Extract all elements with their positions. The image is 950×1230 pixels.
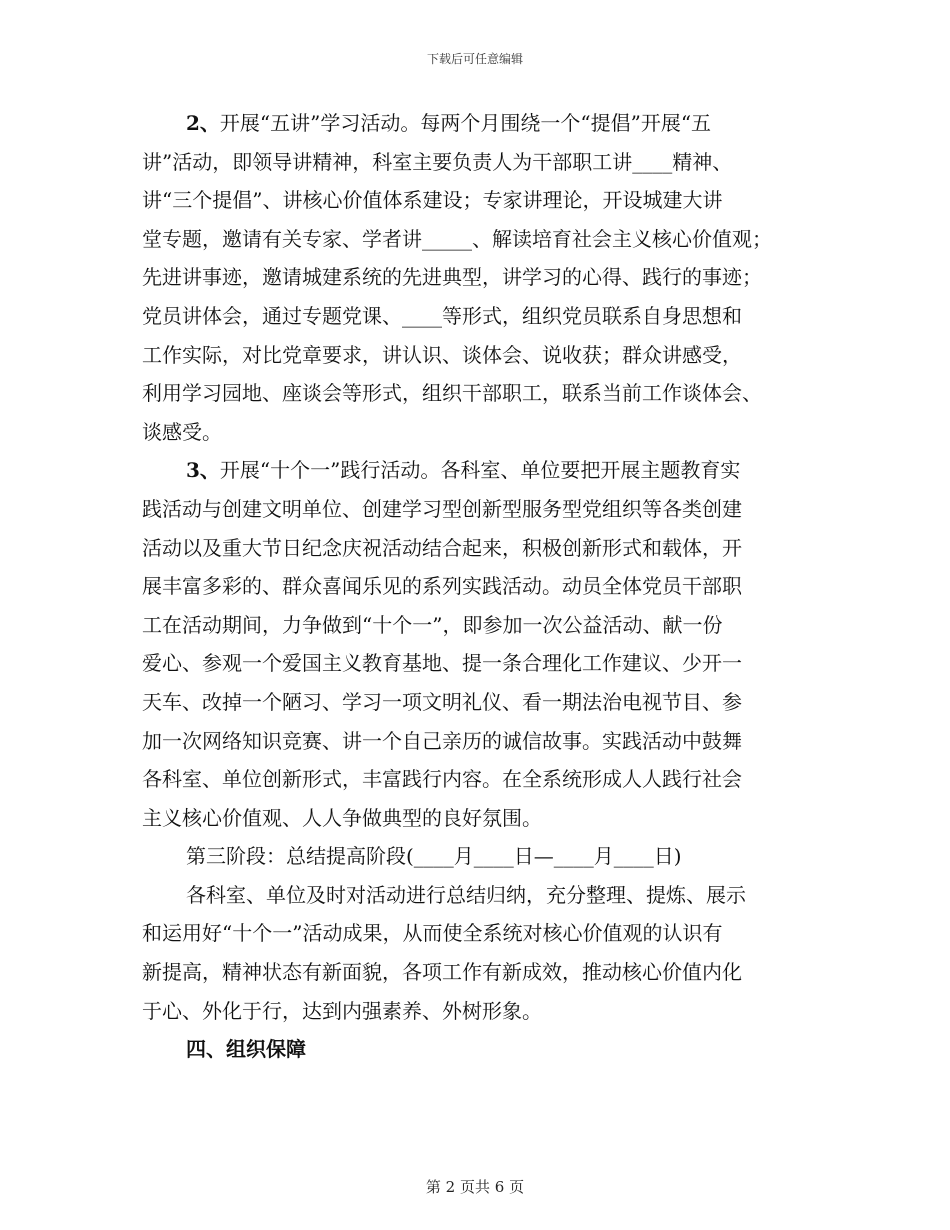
paragraph-line: 利用学习园地、座谈会等形式，组织干部职工，联系当前工作谈体会、 — [142, 381, 762, 406]
paragraph-line: 第三阶段：总结提高阶段(____月____日—____月____日) — [186, 844, 682, 869]
paragraph-line: 爱心、参观一个爱国主义教育基地、提一条合理化工作建议、少开一 — [142, 651, 742, 676]
stage-three-paragraph — [142, 876, 802, 1030]
document-body — [142, 104, 802, 1069]
paragraph-line: 新提高，精神状态有新面貌，各项工作有新成效，推动核心价值内化 — [142, 960, 742, 985]
paragraph-line: 各科室、单位及时对活动进行总结归纳，充分整理、提炼、展示 — [186, 882, 746, 907]
paragraph-3 — [142, 451, 802, 837]
paragraph-line: 堂专题，邀请有关专家、学者讲_____、解读培育社会主义核心价值观； — [142, 226, 772, 251]
paragraph-line: 工在活动期间，力争做到“十个一”，即参加一次公益活动、献一份 — [142, 612, 723, 637]
paragraph-line: 加一次网络知识竞赛、讲一个自己亲历的诚信故事。实践活动中鼓舞 — [142, 728, 742, 753]
item-number: 3、 — [186, 458, 220, 483]
paragraph-line: 3、开展“十个一”践行活动。各科室、单位要把开展主题教育实 — [186, 458, 741, 483]
page-footer: 第 2 页共 6 页 — [425, 1178, 525, 1196]
section-heading: 四、组织保障 — [186, 1037, 306, 1062]
paragraph-line: 2、开展“五讲”学习活动。每两个月围绕一个“提倡”开展“五 — [186, 111, 712, 135]
item-number: 2、 — [186, 111, 220, 135]
paragraph-line: 践活动与创建文明单位、创建学习型创新型服务型党组织等各类创建 — [142, 496, 742, 521]
paragraph-line: 工作实际，对比党章要求，讲认识、谈体会、说收获；群众讲感受， — [142, 342, 742, 367]
paragraph-2 — [142, 104, 802, 451]
paragraph-line: 天车、改掉一个陋习、学习一项文明礼仪、看一期法治电视节目、参 — [142, 689, 742, 714]
paragraph-line: 各科室、单位创新形式，丰富践行内容。在全系统形成人人践行社会 — [142, 767, 742, 792]
paragraph-line: 展丰富多彩的、群众喜闻乐见的系列实践活动。动员全体党员干部职 — [142, 574, 742, 599]
paragraph-line: 党员讲体会，通过专题党课、____等形式，组织党员联系自身思想和 — [142, 303, 742, 328]
paragraph-line: 和运用好“十个一”活动成果，从而使全系统对核心价值观的认识有 — [142, 921, 723, 946]
paragraph-line: 活动以及重大节日纪念庆祝活动结合起来，积极创新形式和载体，开 — [142, 535, 742, 560]
paragraph-line: 谈感受。 — [142, 419, 222, 444]
paragraph-line: 主义核心价值观、人人争做典型的良好氛围。 — [142, 805, 542, 830]
stage-three-title — [142, 837, 802, 876]
paragraph-line: 于心、外化于行，达到内强素养、外树形象。 — [142, 998, 542, 1023]
paragraph-line: 讲“三个提倡”、讲核心价值体系建设；专家讲理论，开设城建大讲 — [142, 188, 723, 213]
paragraph-line: 先进讲事迹，邀请城建系统的先进典型，讲学习的心得、践行的事迹； — [142, 265, 762, 290]
page-header: 下载后可任意编辑 — [426, 52, 523, 66]
paragraph-line: 讲”活动，即领导讲精神，科室主要负责人为干部职工讲____精神、 — [142, 149, 733, 174]
